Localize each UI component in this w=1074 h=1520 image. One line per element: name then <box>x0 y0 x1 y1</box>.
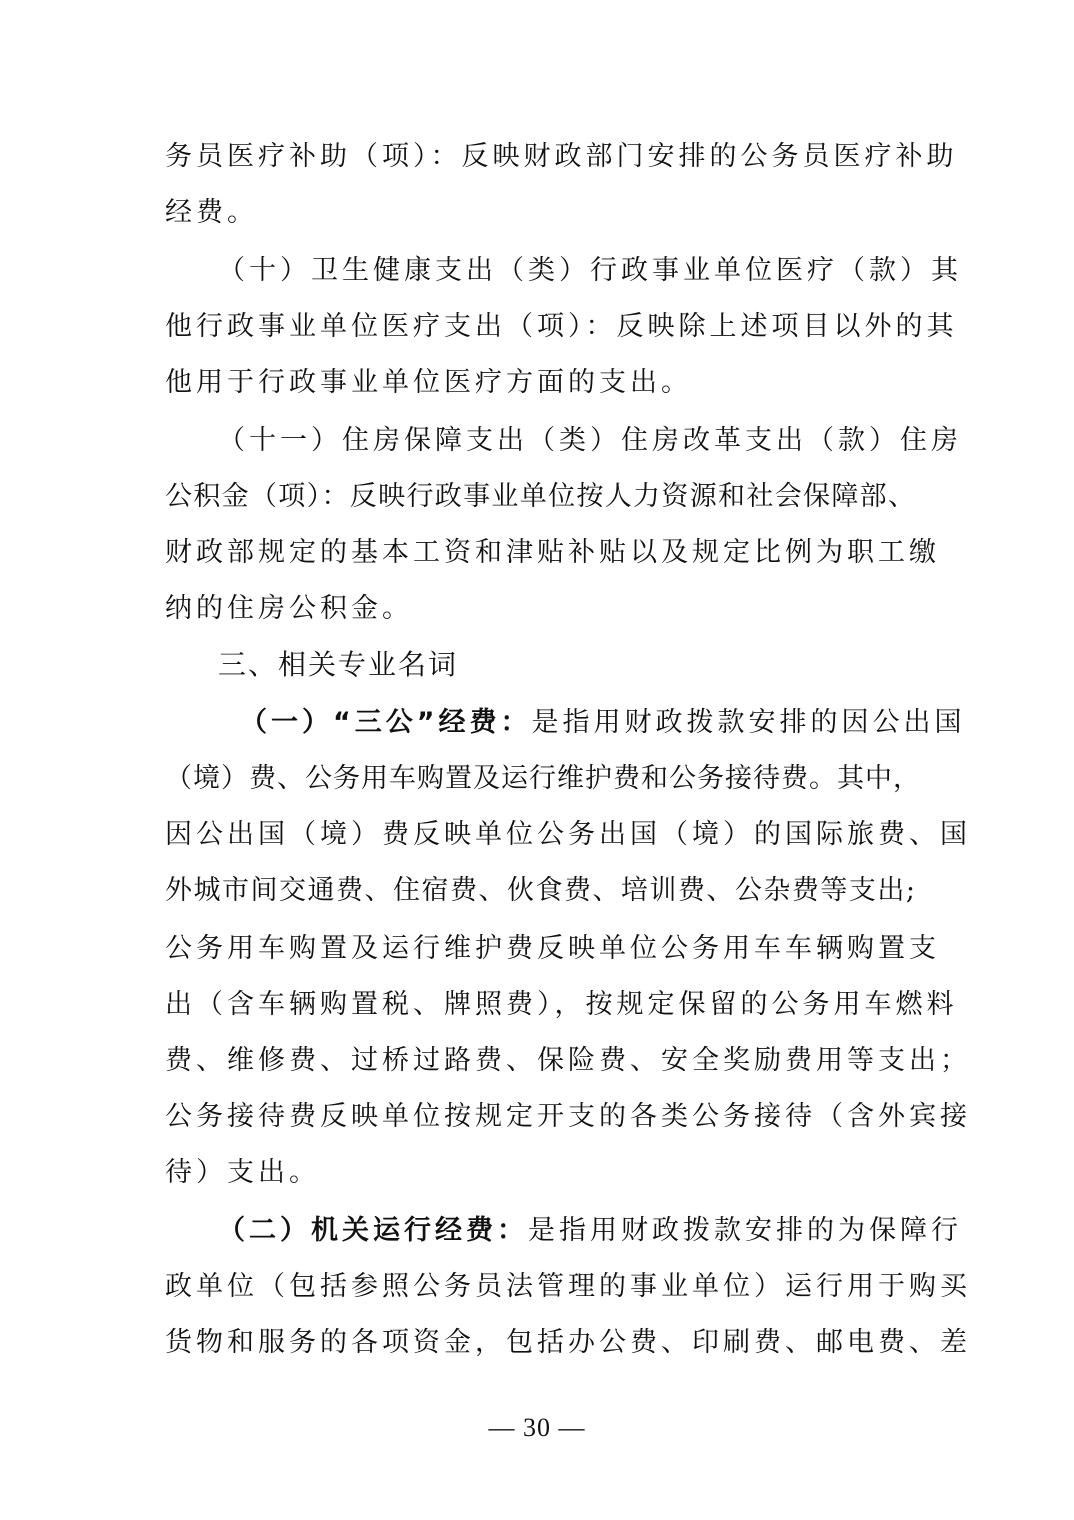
body-line: 货物和服务的各项资金，包括办公费、印刷费、邮电费、差 <box>165 1327 971 1358</box>
term-2-text: 是指用财政拨款安排的为保障行 <box>528 1215 962 1246</box>
body-line: 公务接待费反映单位按规定开支的各类公务接待（含外宾接 <box>165 1101 971 1132</box>
section-10-line: （十）卫生健康支出（类）行政事业单位医疗（款）其 <box>218 255 962 286</box>
body-line: 费、维修费、过桥过路费、保险费、安全奖励费用等支出； <box>165 1045 971 1076</box>
body-line: 外城市间交通费、住宿费、伙食费、培训费、公杂费等支出; <box>165 875 916 906</box>
section-11-line: （十一）住房保障支出（类）住房改革支出（款）住房 <box>218 425 962 456</box>
body-line: 出（含车辆购置税、牌照费），按规定保留的公务用车燃料 <box>165 989 958 1020</box>
body-line: 政单位（包括参照公务员法管理的事业单位）运行用于购买 <box>165 1271 971 1302</box>
section-heading-3: 三、相关专业名词 <box>218 648 459 681</box>
term-2-line <box>218 1211 962 1251</box>
body-line: 公积金（项）：反映行政事业单位按人力资源和社会保障部、 <box>165 481 916 512</box>
body-line: 经费。 <box>165 197 258 228</box>
body-line: 待）支出。 <box>165 1157 320 1188</box>
term-2-label: （二）机关运行经费： <box>218 1215 528 1246</box>
body-line: 他行政事业单位医疗支出（项）：反映除上述项目以外的其 <box>165 311 958 342</box>
term-1-line <box>240 703 966 743</box>
body-line: 公务用车购置及运行维护费反映单位公务用车车辆购置支 <box>165 933 940 964</box>
term-1-text: 是指用财政拨款安排的因公出国 <box>531 707 966 738</box>
body-line: 务员医疗补助（项）：反映财政部门安排的公务员医疗补助 <box>165 141 958 172</box>
page-number: — 30 — <box>488 1413 586 1442</box>
body-line: （境）费、公务用车购置及运行维护费和公务接待费。其中， <box>165 763 921 794</box>
body-line: 财政部规定的基本工资和津贴补贴以及规定比例为职工缴 <box>165 537 940 568</box>
term-1-label: （一）“三公”经费： <box>240 707 532 738</box>
body-line: 纳的住房公积金。 <box>165 593 413 624</box>
body-line: 因公出国（境）费反映单位公务出国（境）的国际旅费、国 <box>165 819 971 850</box>
body-line: 他用于行政事业单位医疗方面的支出。 <box>165 367 692 398</box>
